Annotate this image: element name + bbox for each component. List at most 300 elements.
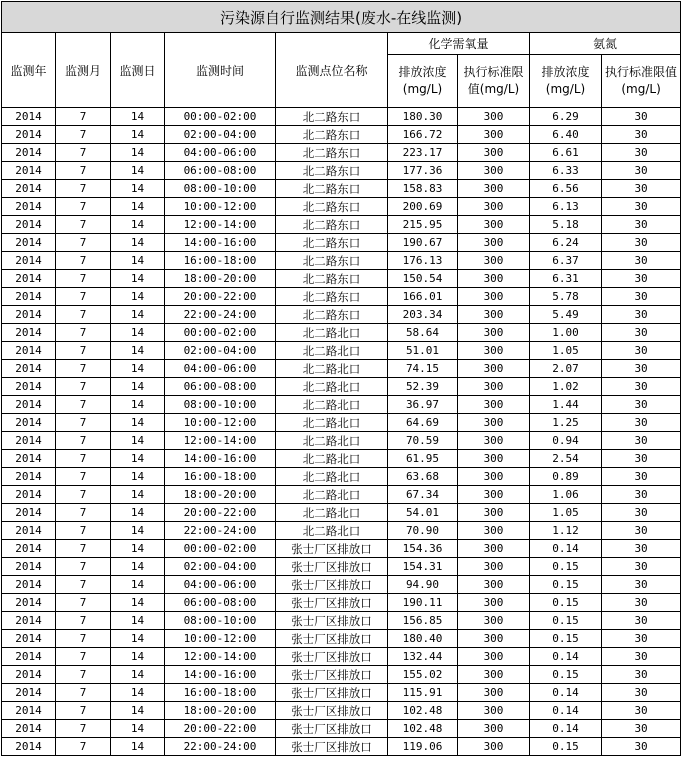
time-cell: 00:00-02:00	[165, 108, 276, 126]
data-rows	[2, 108, 681, 756]
ammonia-concentration-cell: 0.94	[530, 432, 602, 450]
ammonia-limit-cell: 30	[602, 630, 681, 648]
cod-concentration-cell: 150.54	[388, 270, 458, 288]
table-row	[2, 162, 681, 180]
time-cell: 14:00-16:00	[165, 450, 276, 468]
month-cell: 7	[56, 306, 111, 324]
cod-concentration-cell: 166.72	[388, 126, 458, 144]
month-cell: 7	[56, 198, 111, 216]
time-cell: 10:00-12:00	[165, 414, 276, 432]
cod-concentration-cell: 119.06	[388, 738, 458, 756]
cod-limit-cell: 300	[458, 252, 530, 270]
day-cell: 14	[111, 378, 165, 396]
day-cell: 14	[111, 684, 165, 702]
cod-limit-cell: 300	[458, 324, 530, 342]
ammonia-limit-cell: 30	[602, 468, 681, 486]
table-row	[2, 360, 681, 378]
month-cell: 7	[56, 396, 111, 414]
site-cell: 北二路东口	[276, 108, 388, 126]
table-row	[2, 252, 681, 270]
time-cell: 02:00-04:00	[165, 126, 276, 144]
month-cell: 7	[56, 738, 111, 756]
table-row	[2, 558, 681, 576]
day-cell: 14	[111, 666, 165, 684]
cod-limit-cell: 300	[458, 234, 530, 252]
ammonia-concentration-cell: 1.25	[530, 414, 602, 432]
day-cell: 14	[111, 270, 165, 288]
year-cell: 2014	[2, 648, 56, 666]
cod-limit-cell: 300	[458, 360, 530, 378]
ammonia-limit-cell: 30	[602, 144, 681, 162]
time-cell: 10:00-12:00	[165, 630, 276, 648]
year-cell: 2014	[2, 378, 56, 396]
ammonia-concentration-cell: 0.14	[530, 684, 602, 702]
ammonia-limit-cell: 30	[602, 378, 681, 396]
month-cell: 7	[56, 504, 111, 522]
year-cell: 2014	[2, 288, 56, 306]
ammonia-concentration-cell: 1.02	[530, 378, 602, 396]
table-row	[2, 684, 681, 702]
month-cell: 7	[56, 720, 111, 738]
time-cell: 16:00-18:00	[165, 684, 276, 702]
site-cell: 北二路北口	[276, 324, 388, 342]
time-cell: 00:00-02:00	[165, 324, 276, 342]
ammonia-limit-cell: 30	[602, 342, 681, 360]
cod-concentration-cell: 180.40	[388, 630, 458, 648]
time-cell: 08:00-10:00	[165, 180, 276, 198]
month-cell: 7	[56, 414, 111, 432]
cod-limit-cell: 300	[458, 558, 530, 576]
site-cell: 北二路东口	[276, 288, 388, 306]
ammonia-concentration-cell: 6.13	[530, 198, 602, 216]
month-cell: 7	[56, 216, 111, 234]
ammonia-concentration-cell: 0.15	[530, 666, 602, 684]
ammonia-concentration-cell: 0.14	[530, 648, 602, 666]
cod-limit-cell: 300	[458, 270, 530, 288]
ammonia-concentration-cell: 6.29	[530, 108, 602, 126]
month-cell: 7	[56, 540, 111, 558]
cod-concentration-cell: 190.11	[388, 594, 458, 612]
site-cell: 张士厂区排放口	[276, 558, 388, 576]
day-cell: 14	[111, 630, 165, 648]
ammonia-limit-cell: 30	[602, 216, 681, 234]
time-cell: 06:00-08:00	[165, 378, 276, 396]
site-cell: 北二路北口	[276, 486, 388, 504]
table-row	[2, 702, 681, 720]
cod-concentration-cell: 132.44	[388, 648, 458, 666]
month-cell: 7	[56, 450, 111, 468]
ammonia-limit-cell: 30	[602, 738, 681, 756]
time-cell: 10:00-12:00	[165, 198, 276, 216]
table-row	[2, 648, 681, 666]
header-ammonia-concentration: 排放浓度(mg/L)	[530, 55, 602, 108]
month-cell: 7	[56, 558, 111, 576]
year-cell: 2014	[2, 252, 56, 270]
header-ammonia-limit: 执行标准限值(mg/L)	[602, 55, 681, 108]
day-cell: 14	[111, 486, 165, 504]
time-cell: 20:00-22:00	[165, 288, 276, 306]
month-cell: 7	[56, 486, 111, 504]
ammonia-limit-cell: 30	[602, 288, 681, 306]
ammonia-limit-cell: 30	[602, 414, 681, 432]
month-cell: 7	[56, 108, 111, 126]
month-cell: 7	[56, 666, 111, 684]
monitoring-table	[1, 1, 681, 756]
time-cell: 18:00-20:00	[165, 702, 276, 720]
ammonia-limit-cell: 30	[602, 450, 681, 468]
time-cell: 16:00-18:00	[165, 468, 276, 486]
header-cod-group: 化学需氧量	[388, 33, 530, 55]
ammonia-limit-cell: 30	[602, 522, 681, 540]
time-cell: 22:00-24:00	[165, 306, 276, 324]
time-cell: 02:00-04:00	[165, 342, 276, 360]
year-cell: 2014	[2, 720, 56, 738]
site-cell: 北二路东口	[276, 252, 388, 270]
ammonia-limit-cell: 30	[602, 306, 681, 324]
year-cell: 2014	[2, 684, 56, 702]
time-cell: 04:00-06:00	[165, 576, 276, 594]
day-cell: 14	[111, 576, 165, 594]
time-cell: 08:00-10:00	[165, 396, 276, 414]
ammonia-limit-cell: 30	[602, 702, 681, 720]
cod-concentration-cell: 67.34	[388, 486, 458, 504]
header-site: 监测点位名称	[276, 33, 388, 108]
year-cell: 2014	[2, 666, 56, 684]
table-row	[2, 180, 681, 198]
year-cell: 2014	[2, 180, 56, 198]
table-row	[2, 612, 681, 630]
year-cell: 2014	[2, 162, 56, 180]
cod-concentration-cell: 70.90	[388, 522, 458, 540]
ammonia-concentration-cell: 0.15	[530, 738, 602, 756]
ammonia-limit-cell: 30	[602, 720, 681, 738]
cod-limit-cell: 300	[458, 288, 530, 306]
day-cell: 14	[111, 432, 165, 450]
site-cell: 北二路东口	[276, 144, 388, 162]
year-cell: 2014	[2, 144, 56, 162]
ammonia-concentration-cell: 0.14	[530, 702, 602, 720]
cod-concentration-cell: 203.34	[388, 306, 458, 324]
year-cell: 2014	[2, 414, 56, 432]
month-cell: 7	[56, 252, 111, 270]
table-row	[2, 270, 681, 288]
cod-concentration-cell: 223.17	[388, 144, 458, 162]
time-cell: 04:00-06:00	[165, 360, 276, 378]
day-cell: 14	[111, 288, 165, 306]
header-day: 监测日	[111, 33, 165, 108]
cod-concentration-cell: 156.85	[388, 612, 458, 630]
month-cell: 7	[56, 630, 111, 648]
day-cell: 14	[111, 396, 165, 414]
cod-limit-cell: 300	[458, 342, 530, 360]
year-cell: 2014	[2, 342, 56, 360]
header-cod-concentration: 排放浓度(mg/L)	[388, 55, 458, 108]
site-cell: 北二路北口	[276, 342, 388, 360]
day-cell: 14	[111, 450, 165, 468]
day-cell: 14	[111, 126, 165, 144]
cod-concentration-cell: 177.36	[388, 162, 458, 180]
month-cell: 7	[56, 648, 111, 666]
ammonia-concentration-cell: 6.37	[530, 252, 602, 270]
table-row	[2, 720, 681, 738]
day-cell: 14	[111, 738, 165, 756]
ammonia-limit-cell: 30	[602, 252, 681, 270]
table-row	[2, 108, 681, 126]
month-cell: 7	[56, 360, 111, 378]
header-cod-limit: 执行标准限值(mg/L)	[458, 55, 530, 108]
year-cell: 2014	[2, 432, 56, 450]
ammonia-concentration-cell: 2.07	[530, 360, 602, 378]
time-cell: 12:00-14:00	[165, 432, 276, 450]
cod-concentration-cell: 64.69	[388, 414, 458, 432]
cod-concentration-cell: 102.48	[388, 720, 458, 738]
year-cell: 2014	[2, 216, 56, 234]
table-title: 污染源自行监测结果(废水-在线监测)	[2, 2, 681, 33]
site-cell: 北二路北口	[276, 504, 388, 522]
time-cell: 22:00-24:00	[165, 738, 276, 756]
time-cell: 22:00-24:00	[165, 522, 276, 540]
day-cell: 14	[111, 144, 165, 162]
table-row	[2, 486, 681, 504]
year-cell: 2014	[2, 594, 56, 612]
ammonia-concentration-cell: 6.40	[530, 126, 602, 144]
site-cell: 北二路北口	[276, 522, 388, 540]
site-cell: 北二路北口	[276, 432, 388, 450]
table-row	[2, 324, 681, 342]
site-cell: 北二路北口	[276, 360, 388, 378]
ammonia-concentration-cell: 1.05	[530, 342, 602, 360]
site-cell: 张士厂区排放口	[276, 540, 388, 558]
day-cell: 14	[111, 360, 165, 378]
cod-limit-cell: 300	[458, 504, 530, 522]
table-row	[2, 126, 681, 144]
site-cell: 张士厂区排放口	[276, 738, 388, 756]
month-cell: 7	[56, 234, 111, 252]
ammonia-concentration-cell: 1.12	[530, 522, 602, 540]
time-cell: 04:00-06:00	[165, 144, 276, 162]
cod-limit-cell: 300	[458, 486, 530, 504]
cod-limit-cell: 300	[458, 648, 530, 666]
site-cell: 张士厂区排放口	[276, 666, 388, 684]
site-cell: 北二路东口	[276, 306, 388, 324]
cod-concentration-cell: 200.69	[388, 198, 458, 216]
cod-concentration-cell: 52.39	[388, 378, 458, 396]
day-cell: 14	[111, 414, 165, 432]
year-cell: 2014	[2, 468, 56, 486]
cod-concentration-cell: 54.01	[388, 504, 458, 522]
cod-limit-cell: 300	[458, 522, 530, 540]
day-cell: 14	[111, 108, 165, 126]
ammonia-limit-cell: 30	[602, 648, 681, 666]
table-row	[2, 396, 681, 414]
cod-limit-cell: 300	[458, 414, 530, 432]
ammonia-limit-cell: 30	[602, 594, 681, 612]
cod-concentration-cell: 154.31	[388, 558, 458, 576]
ammonia-limit-cell: 30	[602, 198, 681, 216]
year-cell: 2014	[2, 306, 56, 324]
ammonia-limit-cell: 30	[602, 504, 681, 522]
year-cell: 2014	[2, 702, 56, 720]
time-cell: 20:00-22:00	[165, 720, 276, 738]
ammonia-limit-cell: 30	[602, 558, 681, 576]
site-cell: 北二路东口	[276, 162, 388, 180]
year-cell: 2014	[2, 396, 56, 414]
ammonia-limit-cell: 30	[602, 162, 681, 180]
ammonia-concentration-cell: 6.33	[530, 162, 602, 180]
cod-limit-cell: 300	[458, 306, 530, 324]
ammonia-limit-cell: 30	[602, 684, 681, 702]
day-cell: 14	[111, 594, 165, 612]
year-cell: 2014	[2, 558, 56, 576]
cod-concentration-cell: 190.67	[388, 234, 458, 252]
month-cell: 7	[56, 144, 111, 162]
table-row	[2, 468, 681, 486]
cod-limit-cell: 300	[458, 702, 530, 720]
table-row	[2, 378, 681, 396]
month-cell: 7	[56, 702, 111, 720]
table-row	[2, 432, 681, 450]
day-cell: 14	[111, 504, 165, 522]
cod-concentration-cell: 115.91	[388, 684, 458, 702]
table-row	[2, 594, 681, 612]
ammonia-limit-cell: 30	[602, 540, 681, 558]
month-cell: 7	[56, 522, 111, 540]
cod-limit-cell: 300	[458, 450, 530, 468]
site-cell: 北二路东口	[276, 126, 388, 144]
ammonia-limit-cell: 30	[602, 576, 681, 594]
month-cell: 7	[56, 288, 111, 306]
cod-concentration-cell: 176.13	[388, 252, 458, 270]
year-cell: 2014	[2, 630, 56, 648]
ammonia-concentration-cell: 5.78	[530, 288, 602, 306]
year-cell: 2014	[2, 360, 56, 378]
cod-concentration-cell: 94.90	[388, 576, 458, 594]
month-cell: 7	[56, 126, 111, 144]
year-cell: 2014	[2, 522, 56, 540]
cod-concentration-cell: 61.95	[388, 450, 458, 468]
month-cell: 7	[56, 576, 111, 594]
year-cell: 2014	[2, 126, 56, 144]
year-cell: 2014	[2, 738, 56, 756]
cod-limit-cell: 300	[458, 126, 530, 144]
cod-limit-cell: 300	[458, 684, 530, 702]
cod-concentration-cell: 36.97	[388, 396, 458, 414]
year-cell: 2014	[2, 486, 56, 504]
table-row	[2, 522, 681, 540]
ammonia-limit-cell: 30	[602, 360, 681, 378]
time-cell: 00:00-02:00	[165, 540, 276, 558]
time-cell: 06:00-08:00	[165, 162, 276, 180]
table-row	[2, 504, 681, 522]
table-row	[2, 450, 681, 468]
site-cell: 北二路东口	[276, 270, 388, 288]
day-cell: 14	[111, 558, 165, 576]
site-cell: 北二路东口	[276, 234, 388, 252]
ammonia-concentration-cell: 5.49	[530, 306, 602, 324]
site-cell: 北二路东口	[276, 216, 388, 234]
month-cell: 7	[56, 594, 111, 612]
month-cell: 7	[56, 180, 111, 198]
header-ammonia-group: 氨氮	[530, 33, 681, 55]
time-cell: 18:00-20:00	[165, 270, 276, 288]
table-row	[2, 576, 681, 594]
ammonia-limit-cell: 30	[602, 270, 681, 288]
time-cell: 14:00-16:00	[165, 666, 276, 684]
site-cell: 北二路北口	[276, 414, 388, 432]
table-row	[2, 234, 681, 252]
ammonia-concentration-cell: 6.56	[530, 180, 602, 198]
header-month: 监测月	[56, 33, 111, 108]
day-cell: 14	[111, 720, 165, 738]
day-cell: 14	[111, 234, 165, 252]
cod-limit-cell: 300	[458, 432, 530, 450]
ammonia-concentration-cell: 0.15	[530, 594, 602, 612]
cod-limit-cell: 300	[458, 540, 530, 558]
site-cell: 北二路东口	[276, 180, 388, 198]
month-cell: 7	[56, 162, 111, 180]
day-cell: 14	[111, 468, 165, 486]
cod-limit-cell: 300	[458, 198, 530, 216]
month-cell: 7	[56, 432, 111, 450]
table-row	[2, 144, 681, 162]
cod-limit-cell: 300	[458, 594, 530, 612]
ammonia-concentration-cell: 0.15	[530, 576, 602, 594]
day-cell: 14	[111, 324, 165, 342]
year-cell: 2014	[2, 612, 56, 630]
ammonia-concentration-cell: 0.15	[530, 558, 602, 576]
cod-limit-cell: 300	[458, 396, 530, 414]
time-cell: 16:00-18:00	[165, 252, 276, 270]
cod-limit-cell: 300	[458, 378, 530, 396]
site-cell: 北二路北口	[276, 396, 388, 414]
site-cell: 张士厂区排放口	[276, 576, 388, 594]
cod-concentration-cell: 158.83	[388, 180, 458, 198]
ammonia-concentration-cell: 1.00	[530, 324, 602, 342]
cod-concentration-cell: 58.64	[388, 324, 458, 342]
ammonia-limit-cell: 30	[602, 234, 681, 252]
table-row	[2, 738, 681, 756]
cod-limit-cell: 300	[458, 108, 530, 126]
day-cell: 14	[111, 198, 165, 216]
table-row	[2, 342, 681, 360]
time-cell: 14:00-16:00	[165, 234, 276, 252]
site-cell: 张士厂区排放口	[276, 612, 388, 630]
ammonia-concentration-cell: 0.14	[530, 720, 602, 738]
year-cell: 2014	[2, 324, 56, 342]
site-cell: 北二路北口	[276, 450, 388, 468]
time-cell: 08:00-10:00	[165, 612, 276, 630]
month-cell: 7	[56, 612, 111, 630]
site-cell: 张士厂区排放口	[276, 702, 388, 720]
ammonia-limit-cell: 30	[602, 180, 681, 198]
ammonia-limit-cell: 30	[602, 126, 681, 144]
ammonia-concentration-cell: 0.14	[530, 540, 602, 558]
day-cell: 14	[111, 648, 165, 666]
ammonia-concentration-cell: 2.54	[530, 450, 602, 468]
month-cell: 7	[56, 468, 111, 486]
cod-limit-cell: 300	[458, 162, 530, 180]
cod-concentration-cell: 70.59	[388, 432, 458, 450]
ammonia-limit-cell: 30	[602, 396, 681, 414]
year-cell: 2014	[2, 108, 56, 126]
cod-concentration-cell: 51.01	[388, 342, 458, 360]
year-cell: 2014	[2, 234, 56, 252]
ammonia-concentration-cell: 6.31	[530, 270, 602, 288]
cod-concentration-cell: 102.48	[388, 702, 458, 720]
time-cell: 06:00-08:00	[165, 594, 276, 612]
ammonia-limit-cell: 30	[602, 324, 681, 342]
day-cell: 14	[111, 522, 165, 540]
